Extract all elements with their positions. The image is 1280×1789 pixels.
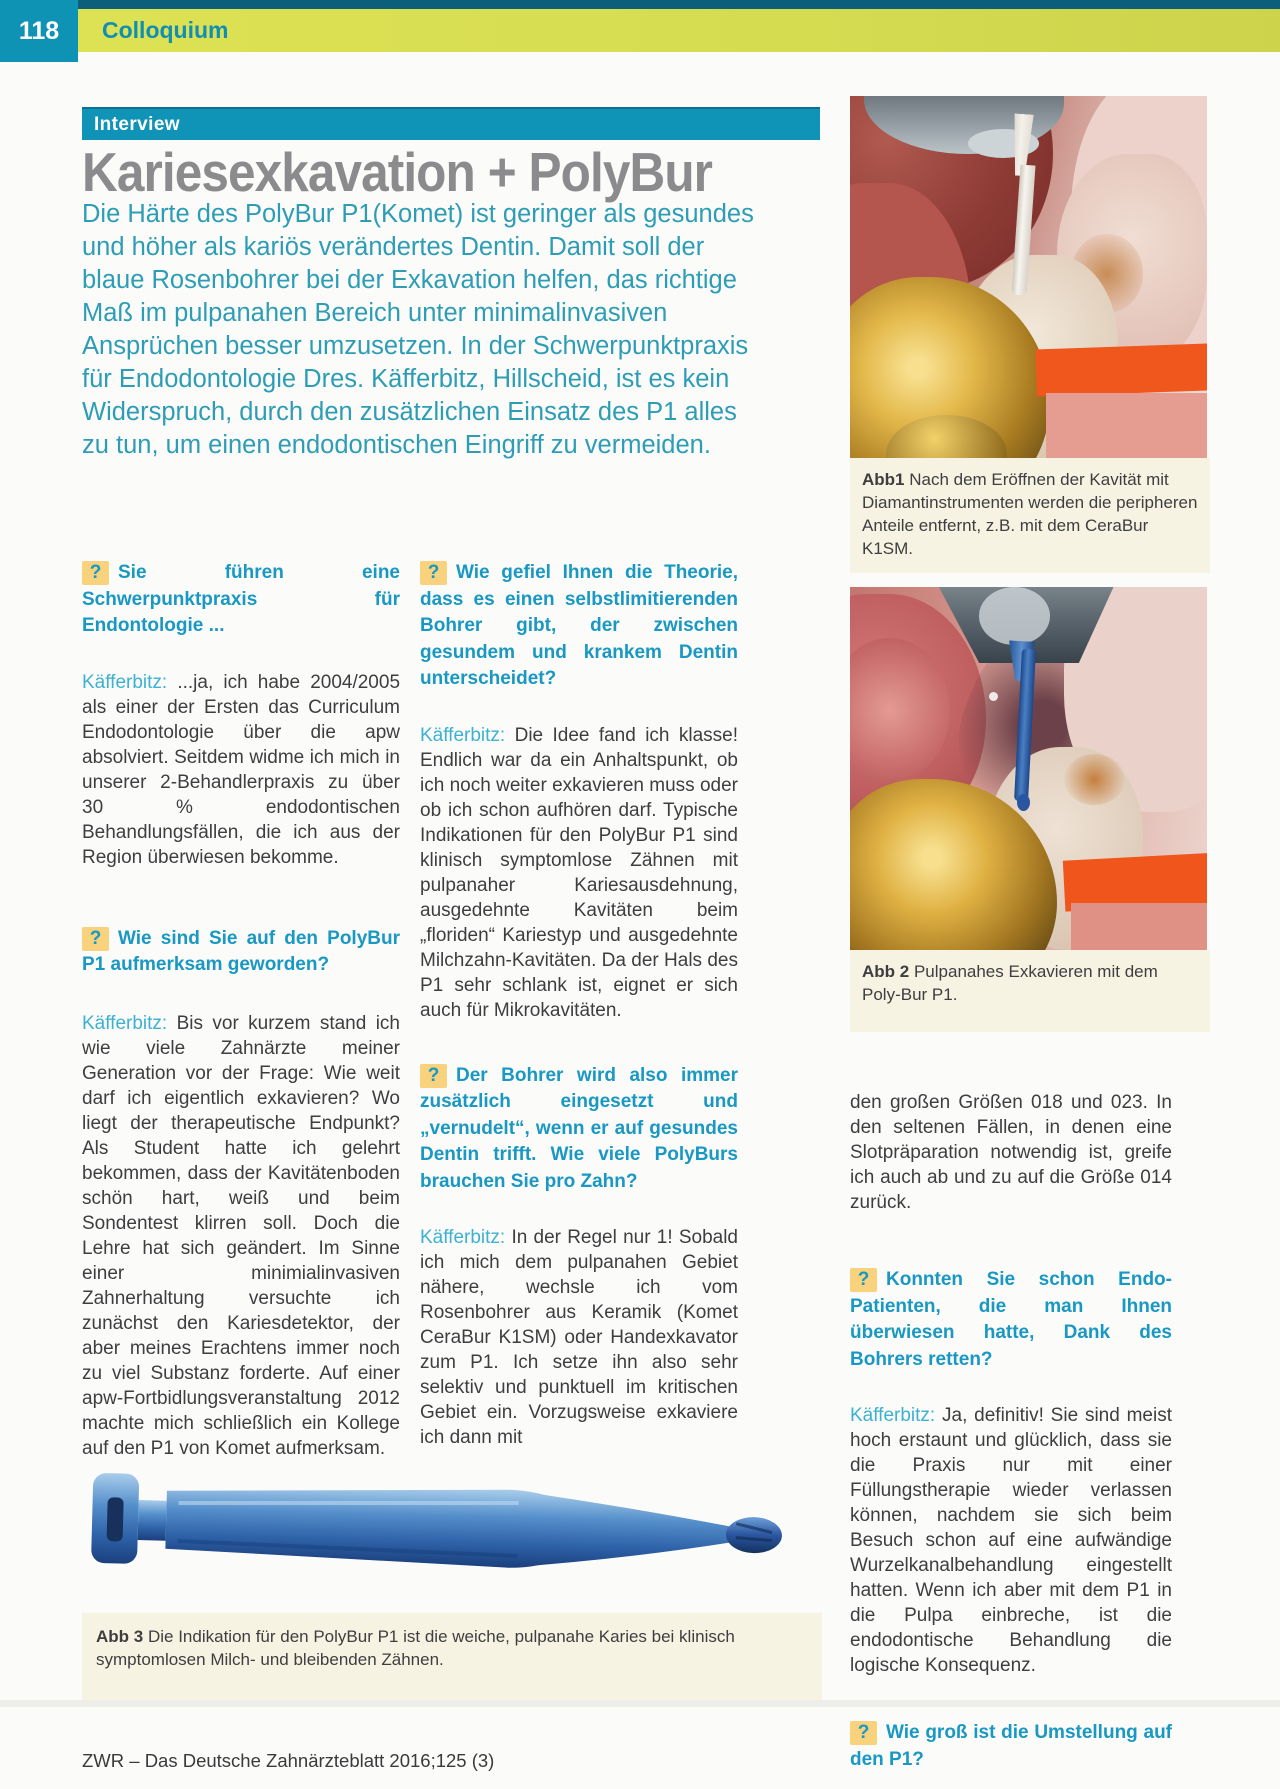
question-3 bbox=[420, 560, 738, 693]
article-intro: Die Härte des PolyBur P1(Komet) ist geringer als gesundes und höher als kariös verändertes Dentin. Damit soll der blaue Rosenbohrer bei der Exkavation helfen, das richtige Maß im pulpanahen Bereich unter minimalinvasiven Ansprüchen besser umzusetzen. In der Schwerpunktpraxis für Endodontologie Dres. Käfferbitz, Hillscheid, ist es kein Widerspruch, durch den zusätzlichen Einsatz des P1 alles zu tun, um einen endodontischen Eingriff zu vermeiden. bbox=[82, 200, 754, 459]
speaker-label: Käfferbitz: bbox=[850, 1405, 936, 1426]
kicker-bar bbox=[82, 107, 820, 140]
question-1 bbox=[82, 560, 400, 640]
answer-5 bbox=[850, 1403, 1172, 1678]
question-4 bbox=[420, 1063, 738, 1196]
figure2-photo bbox=[850, 587, 1207, 950]
page-top-strip bbox=[78, 0, 1280, 9]
figure1-label: Abb1 bbox=[862, 470, 905, 489]
answer-2-text: Bis vor kurzem stand ich wie viele Zahnärzte meiner Generation vor der Frage: Wie weit darf ich eigentlich exkavieren? Wo liegt der therapeutische Endpunkt? Als Student hatte ich gelehrt bekommen, dass der Kavitätenboden schön hart, weiß und beim Sondentest klirren soll. Doch die Lehre hat sich geändert. Im Sinne einer minimialinvasiven Zahnerhaltung versuchte ich zunächst den Kariesdetektor, der aber meines Erachtens immer noch zu viel Substanz forderte. Auf einer apw-Fortbidlungsveranstaltung 2012 machte mich schließlich ein Kollege auf den P1 von Komet aufmerksam. bbox=[82, 1012, 400, 1459]
answer-3-text: Die Idee fand ich klasse! Endlich war da ein Anhaltspunkt, ob ich noch weiter exkavieren muss oder ob ich schon aufhören darf. Typische Indikationen für den PolyBur P1 sind klinisch symptomlose Zähnen mit pulpanaher Kariesausdehnung, ausgedehnte Kavitäten beim „floriden“ Kariestyp und ausgedehnte Milchzahn-Kavitäten. Da der Hals des P1 sehr schlank ist, eignet er sich auch für Mikrokavitäten. bbox=[420, 724, 738, 1021]
question-marker-icon: ? bbox=[82, 561, 109, 585]
figure1-caption bbox=[850, 458, 1210, 573]
page-number-box bbox=[0, 0, 78, 62]
kicker-label: Interview bbox=[94, 113, 180, 135]
answer-1 bbox=[82, 670, 400, 870]
text-column-3 bbox=[850, 1090, 1172, 1773]
question-marker-icon: ? bbox=[420, 1064, 447, 1088]
question-1-text: Sie führen eine Schwerpunktpraxis für Endontologie ... bbox=[82, 562, 400, 636]
question-5 bbox=[850, 1267, 1172, 1373]
answer-5-text: Ja, definitiv! Sie sind meist hoch erstaunt und glücklich, dass sie die Praxis nur mit einer Füllungstherapie wieder verlassen können, nachdem sie sich beim Besuch schon auf eine aufwändige Wurzelkanalbehandlung eingestellt hatten. Wenn ich aber mit dem P1 in die Pulpa einbreche, ist die endodontische Behandlung die logische Konsequenz. bbox=[850, 1405, 1172, 1676]
figure2-label: Abb 2 bbox=[862, 962, 910, 981]
figure2-caption-text: Pulpanahes Exkavieren mit dem Poly-Bur P1. bbox=[862, 962, 1158, 1004]
question-2 bbox=[82, 926, 400, 979]
question-marker-icon: ? bbox=[420, 561, 447, 585]
question-6-text: Wie groß ist die Umstellung auf den P1? bbox=[850, 1722, 1172, 1770]
question-marker-icon: ? bbox=[850, 1721, 877, 1745]
journal-footer: ZWR – Das Deutsche Zahnärzteblatt 2016;125 (3) bbox=[82, 1750, 495, 1771]
scan-artifact-band bbox=[0, 1700, 1280, 1707]
handpiece-shine bbox=[979, 587, 1050, 645]
section-title: Colloquium bbox=[102, 17, 229, 43]
text-column-2 bbox=[420, 560, 738, 1450]
answer-4 bbox=[420, 1225, 738, 1450]
answer-3 bbox=[420, 723, 738, 1023]
question-6 bbox=[850, 1720, 1172, 1773]
orange-wedge-shape bbox=[1035, 342, 1207, 396]
question-marker-icon: ? bbox=[850, 1268, 877, 1292]
answer-2 bbox=[82, 1011, 400, 1461]
figure1-caption-text: Nach dem Eröffnen der Kavität mit Diamantinstrumenten werden die peripheren Anteile entfernt, z.B. mit dem CeraBur K1SM. bbox=[862, 470, 1198, 558]
question-3-text: Wie gefiel Ihnen die Theorie, dass es einen selbstlimitierenden Bohrer gibt, der zwischen gesundem und krankem Dentin unterscheidet? bbox=[420, 562, 738, 689]
figure3-caption bbox=[82, 1613, 822, 1700]
section-bar bbox=[78, 9, 1280, 52]
answer-4-text: In der Regel nur 1! Sobald ich mich dem pulpanahen Gebiet nähere, wechsle ich vom Rosenbohrer aus Keramik (Komet CeraBur K1SM) oder Handexkavator zum P1. Ich setze ihn also sehr selektiv und punktuell im kritischen Gebiet ein. Vorzugsweise exkaviere ich dann mit bbox=[420, 1227, 739, 1448]
caries-spot bbox=[1064, 754, 1125, 805]
answer-1-text: ...ja, ich habe 2004/2005 als einer der Ersten das Curriculum Endodontologie über die apw absolviert. Seitdem widme ich mich in unserer 2-Behandlerpraxis zu über 30 % endodontischen Behandlungsfällen, die ich aus der Region überwiesen bekomme. bbox=[82, 671, 401, 868]
polybur-tip-shape bbox=[1017, 794, 1030, 811]
article-title: Kariesexkavation + PolyBur bbox=[82, 141, 713, 203]
question-marker-icon: ? bbox=[82, 927, 109, 951]
speaker-label: Käfferbitz: bbox=[82, 671, 168, 693]
figure2-caption bbox=[850, 950, 1210, 1032]
figure3-caption-text: Die Indikation für den PolyBur P1 ist die weiche, pulpanahe Karies bei klinisch symptomlosen Milch- und bleibenden Zähnen. bbox=[96, 1627, 735, 1669]
page-number: 118 bbox=[18, 16, 60, 45]
tissue-shape bbox=[1046, 393, 1207, 458]
figure3-label: Abb 3 bbox=[96, 1627, 144, 1646]
speaker-label: Käfferbitz: bbox=[82, 1012, 168, 1034]
polybur-drawing bbox=[88, 1468, 800, 1590]
figure1-photo bbox=[850, 96, 1207, 458]
speaker-label: Käfferbitz: bbox=[420, 1227, 506, 1248]
question-4-text: Der Bohrer wird also immer zusätzlich eingesetzt und „vernudelt“, wenn er auf gesundes Dentin trifft. Wie viele PolyBurs brauchen Sie pro Zahn? bbox=[420, 1064, 738, 1192]
tissue-shape bbox=[1071, 903, 1207, 950]
question-5-text: Konnten Sie schon Endo-Patienten, die man Ihnen überwiesen hatte, Dank des Bohrers retten? bbox=[850, 1269, 1172, 1370]
speaker-label: Käfferbitz: bbox=[420, 724, 506, 746]
answer-4-continuation: den großen Größen 018 und 023. In den seltenen Fällen, in denen eine Slotpräparation notwendig ist, greife ich auch ab und zu auf die Größe 014 zurück. bbox=[850, 1092, 1172, 1213]
figure3-polybur-illustration bbox=[88, 1468, 800, 1590]
text-column-1 bbox=[82, 560, 400, 1461]
question-2-text: Wie sind Sie auf den PolyBur P1 aufmerksam geworden? bbox=[82, 927, 400, 975]
